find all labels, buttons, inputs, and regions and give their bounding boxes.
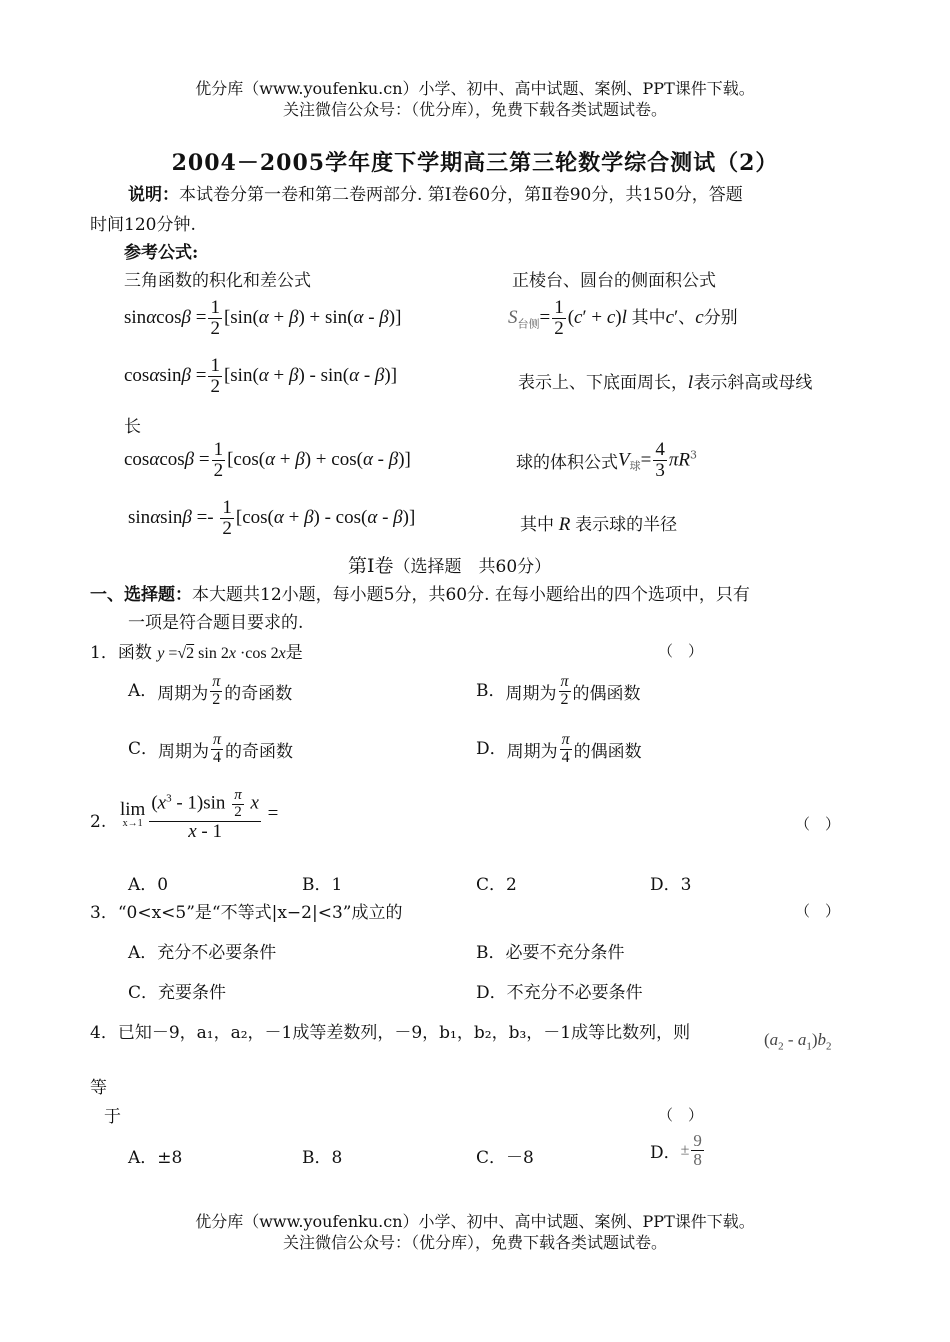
q4-option-c[interactable]: C．－8 — [476, 1148, 534, 1168]
q1-stem: 1．函数 y =√2 sin 2x ·cos 2x是 — [90, 643, 303, 663]
q1-option-a[interactable]: A．周期为 $\frac{\pi}{2}$ 的奇函数 — [128, 673, 293, 708]
q2-option-b[interactable]: B．1 — [302, 875, 343, 895]
footer-line-1: 优分库（www.youfenku.cn）小学、初中、高中试题、案例、PPT课件下载。 — [195, 1212, 755, 1231]
q4-answer-paren[interactable]: （ ） — [658, 1106, 704, 1124]
q4-stem: 4．已知－9，a₁，a₂，－1成等差数列，－9，b₁，b₂，b₃，－1成等比数列，则 — [90, 1023, 691, 1043]
intro-label: 说明： — [128, 185, 179, 205]
section-1-heading: 第Ⅰ卷（选择题 共60分） — [348, 555, 552, 577]
formula-right-4: 其中 R 表示球的半径 — [520, 514, 678, 535]
q4-wrap-2: 于 — [104, 1107, 121, 1127]
q3-stem: 3．“0<x<5”是“不等式|x−2|<3”成立的 — [90, 903, 403, 923]
header-line-1: 优分库（www.youfenku.cn）小学、初中、高中试题、案例、PPT课件下载。 — [195, 79, 755, 98]
formula-wrap: 长 — [124, 417, 141, 437]
formula-sin-sin: sinαsinβ =- $\frac{1}{2}$ [cos(α + β) - cos(α - β)] — [128, 497, 416, 539]
q4-wrap-1: 等 — [90, 1078, 107, 1098]
section-1-instr-2: 一项是符合题目要求的. — [128, 613, 304, 633]
q2-number: 2. — [90, 812, 107, 832]
intro-line-2: 时间120分钟. — [90, 215, 196, 235]
q3-option-d[interactable]: D．不充分不必要条件 — [476, 983, 643, 1003]
q3-option-b[interactable]: B．必要不充分条件 — [476, 943, 625, 963]
formula-right-title: 正棱台、圆台的侧面积公式 — [512, 271, 716, 291]
formula-right-1-end: 分别 — [703, 307, 738, 328]
formula-left-title: 三角函数的积化和差公式 — [124, 271, 311, 291]
header-line-2: 关注微信公众号：（优分库），免费下载各类试题试卷。 — [282, 100, 667, 119]
q2-option-d[interactable]: D．3 — [650, 875, 692, 895]
formula-sphere-volume: 球的体积公式$V_球=$ $\frac{4}{3}$ $\pi R^3$ — [516, 439, 697, 481]
q3-option-c[interactable]: C．充要条件 — [128, 983, 227, 1003]
formula-cos-sin: cosαsinβ = $\frac{1}{2}$ [sin(α + β) - sin(α - β)] — [124, 355, 398, 397]
q4-expression: $(a_2 - a_1)b_2$ — [764, 1030, 832, 1053]
formula-cos-cos: cosαcosβ = $\frac{1}{2}$ [cos(α + β) + cos(α - β)] — [124, 439, 411, 481]
formula-heading: 参考公式: — [124, 243, 199, 263]
q3-option-a[interactable]: A．充分不必要条件 — [128, 943, 277, 963]
section-1-instr-1: 一、选择题：本大题共12小题，每小题5分，共60分. 在每小题给出的四个选项中，只有 — [90, 585, 750, 605]
q2-option-c[interactable]: C．2 — [476, 875, 517, 895]
formula-right-1-tail: 其中 — [631, 307, 666, 328]
q1-answer-paren[interactable]: （ ） — [658, 642, 704, 660]
intro-text-1: 本试卷分第一卷和第二卷两部分. 第Ⅰ卷60分，第Ⅱ卷90分，共150分，答题 — [179, 185, 743, 205]
q2-option-a[interactable]: A．0 — [128, 875, 169, 895]
q2-limit-expression: lim x→1 $(x^3 - 1)\sin$ $\frac{\pi}{2}$ x x - 1 = — [120, 787, 279, 842]
formula-sin-cos: sinαcosβ = $\frac{1}{2}$ [sin(α + β) + sin(α - β)] — [124, 297, 402, 339]
page-title: 2004－2005学年度下学期高三第三轮数学综合测试（2） — [171, 150, 779, 176]
formula-right-1-sep: 、 — [678, 307, 696, 327]
q4-option-a[interactable]: A．±8 — [128, 1148, 183, 1168]
q1-option-d[interactable]: D．周期为 $\frac{\pi}{4}$ 的偶函数 — [476, 731, 642, 766]
formula-right-2: 表示上、下底面周长，l表示斜高或母线 — [518, 373, 813, 393]
formula-side-area: $S_{台侧}=$ $\frac{1}{2}$ (c′ + c)l 其中c′、c分别 — [508, 297, 738, 339]
q1-option-c[interactable]: C．周期为 $\frac{\pi}{4}$ 的奇函数 — [128, 731, 294, 766]
side-subscript: 台侧 — [517, 318, 540, 331]
q2-answer-paren[interactable]: （ ） — [795, 815, 841, 833]
q3-answer-paren[interactable]: （ ） — [795, 902, 841, 920]
footer-line-2: 关注微信公众号：（优分库），免费下载各类试题试卷。 — [282, 1233, 667, 1252]
intro-line-1 — [128, 180, 743, 205]
q1-option-b[interactable]: B．周期为 $\frac{\pi}{2}$ 的偶函数 — [476, 673, 641, 708]
q4-option-d[interactable]: D．± $\frac{9}{8}$ — [650, 1131, 702, 1169]
q4-option-b[interactable]: B．8 — [302, 1148, 343, 1168]
